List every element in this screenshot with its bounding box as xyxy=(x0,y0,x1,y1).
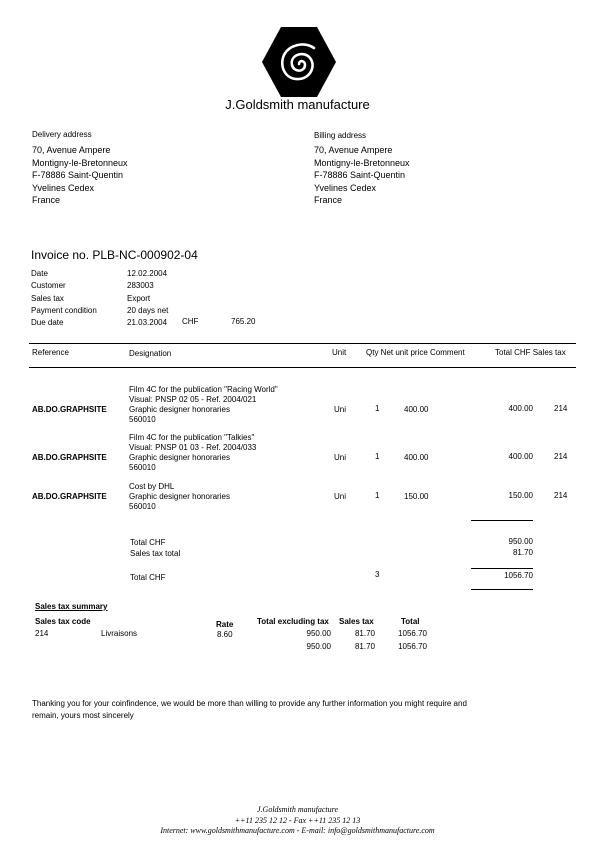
delivery-line: Montigny-le-Bretonneux xyxy=(32,157,128,168)
tax-amount: 81.70 xyxy=(354,629,375,638)
row-price: 400.00 xyxy=(404,405,429,414)
subtotal-rule xyxy=(471,520,533,521)
delivery-line: F-78886 Saint-Quentin xyxy=(32,170,124,180)
tax-rate: 8.60 xyxy=(217,630,233,639)
row-unit: Uni xyxy=(334,492,347,501)
row-price: 400.00 xyxy=(404,453,429,462)
billing-line: 70, Avenue Ampere xyxy=(314,145,393,155)
tax-code: 214 xyxy=(35,629,49,638)
tax-summary-header-rate: Rate xyxy=(216,620,234,629)
tax-total-label: Sales tax total xyxy=(130,549,181,558)
closing-text xyxy=(32,698,467,722)
designation-line: 560010 xyxy=(129,502,156,511)
row-total: 150.00 xyxy=(508,491,533,500)
delivery-address xyxy=(32,130,128,207)
col-header-unit: Unit xyxy=(332,348,347,357)
due-amount: 765.20 xyxy=(231,317,256,326)
tax-summary-header-tax: Sales tax xyxy=(339,617,374,626)
designation-line: Graphic designer honoraries xyxy=(129,453,230,462)
closing-line: remain, yours most sincerely xyxy=(32,711,134,720)
delivery-line: France xyxy=(32,195,61,205)
designation-line: 560010 xyxy=(129,415,156,424)
grand-total-value: 1056.70 xyxy=(504,571,533,580)
total-label: Total CHF xyxy=(130,538,166,547)
row-reference: AB.DO.GRAPHSITE xyxy=(32,405,107,414)
designation-line: Graphic designer honoraries xyxy=(129,405,230,414)
field-label-sales-tax: Sales tax xyxy=(31,293,64,303)
billing-line: F-78886 Saint-Quentin xyxy=(314,170,406,180)
grand-total-label: Total CHF xyxy=(130,573,166,582)
tax-summary-header-excl: Total excluding tax xyxy=(257,617,329,626)
delivery-line: Yvelines Cedex xyxy=(32,182,95,193)
designation-line: Film 4C for the publication "Talkies" xyxy=(129,433,255,442)
company-logo xyxy=(261,26,337,98)
tax-name: Livraisons xyxy=(101,629,138,638)
row-designation xyxy=(129,482,230,512)
due-currency: CHF xyxy=(182,317,199,326)
row-qty: 1 xyxy=(375,404,380,413)
footer-phone: ++11 235 12 12 - Fax ++11 235 12 13 xyxy=(234,815,361,825)
billing-line: France xyxy=(314,195,343,205)
designation-line: 560010 xyxy=(129,463,156,472)
tax-total-value: 81.70 xyxy=(512,548,533,557)
col-header-qty-price-comment: Qty Net unit price Comment xyxy=(366,348,465,357)
header-rule-bottom xyxy=(29,367,576,368)
designation-line: Film 4C for the publication "Racing World" xyxy=(129,385,278,394)
company-name: J.Goldsmith manufacture xyxy=(225,97,370,112)
field-value-customer: 283003 xyxy=(127,281,154,291)
tax-summary-header-code: Sales tax code xyxy=(35,617,91,626)
tax-sum-amount: 81.70 xyxy=(354,642,375,651)
header-rule-top xyxy=(29,343,576,344)
invoice-title: Invoice no. PLB-NC-000902-04 xyxy=(31,248,198,262)
designation-line: Visual: PNSP 02 05 - Ref. 2004/021 xyxy=(129,395,257,404)
designation-line: Cost by DHL xyxy=(129,482,175,491)
billing-line: Montigny-le-Bretonneux xyxy=(314,157,410,168)
delivery-label: Delivery address xyxy=(32,130,92,139)
row-total: 400.00 xyxy=(508,404,533,413)
designation-line: Graphic designer honoraries xyxy=(129,492,230,501)
tax-excl: 950.00 xyxy=(306,629,331,638)
row-reference: AB.DO.GRAPHSITE xyxy=(32,453,107,462)
row-qty: 1 xyxy=(375,491,380,500)
invoice-values xyxy=(127,268,168,329)
field-value-sales-tax: Export xyxy=(127,293,151,303)
tax-total: 1056.70 xyxy=(398,629,427,638)
row-qty: 1 xyxy=(375,452,380,461)
grand-total-top-rule xyxy=(471,568,533,569)
grand-total-qty: 3 xyxy=(375,570,380,579)
row-tax-code: 214 xyxy=(554,491,568,500)
tax-sum-total: 1056.70 xyxy=(398,642,427,651)
field-value-payment: 20 days net xyxy=(127,305,169,315)
col-header-designation: Designation xyxy=(129,349,172,358)
field-label-date: Date xyxy=(31,269,48,278)
designation-line: Visual: PNSP 01 03 - Ref. 2004/033 xyxy=(129,443,257,452)
invoice-fields xyxy=(31,268,97,329)
field-label-payment: Payment condition xyxy=(31,305,97,315)
footer-company: J.Goldsmith manufacture xyxy=(256,805,339,814)
row-total: 400.00 xyxy=(508,452,533,461)
row-tax-code: 214 xyxy=(554,404,568,413)
row-designation xyxy=(129,433,256,473)
tax-summary-header-total: Total xyxy=(401,617,420,626)
tax-sum-excl: 950.00 xyxy=(306,642,331,651)
col-header-total-tax: Total CHF Sales tax xyxy=(495,348,566,357)
field-value-date: 12.02.2004 xyxy=(127,269,168,278)
billing-label: Billing address xyxy=(314,131,367,140)
billing-line: Yvelines Cedex xyxy=(314,182,377,193)
tax-summary-title: Sales tax summary xyxy=(35,602,108,611)
hexagon-spiral-icon xyxy=(261,26,337,98)
row-price: 150.00 xyxy=(404,492,429,501)
row-unit: Uni xyxy=(334,453,347,462)
grand-total-bottom-rule xyxy=(471,589,533,590)
row-reference: AB.DO.GRAPHSITE xyxy=(32,492,107,501)
col-header-reference: Reference xyxy=(32,348,69,357)
row-unit: Uni xyxy=(334,405,347,414)
footer-contact: Internet: www.goldsmithmanufacture.com - E-mail: info@goldsmithmanufacture.com xyxy=(160,826,435,835)
field-label-customer: Customer xyxy=(31,281,66,291)
closing-line: Thanking you for your coinfindence, we would be more than willing to provide any further information you might require and xyxy=(32,699,467,708)
delivery-line: 70, Avenue Ampere xyxy=(32,145,111,155)
footer xyxy=(0,805,595,837)
billing-address xyxy=(314,131,410,207)
field-value-due-date: 21.03.2004 xyxy=(127,318,168,328)
field-label-due-date: Due date xyxy=(31,318,64,328)
total-value: 950.00 xyxy=(508,537,533,546)
row-designation xyxy=(129,385,278,425)
row-tax-code: 214 xyxy=(554,452,568,461)
